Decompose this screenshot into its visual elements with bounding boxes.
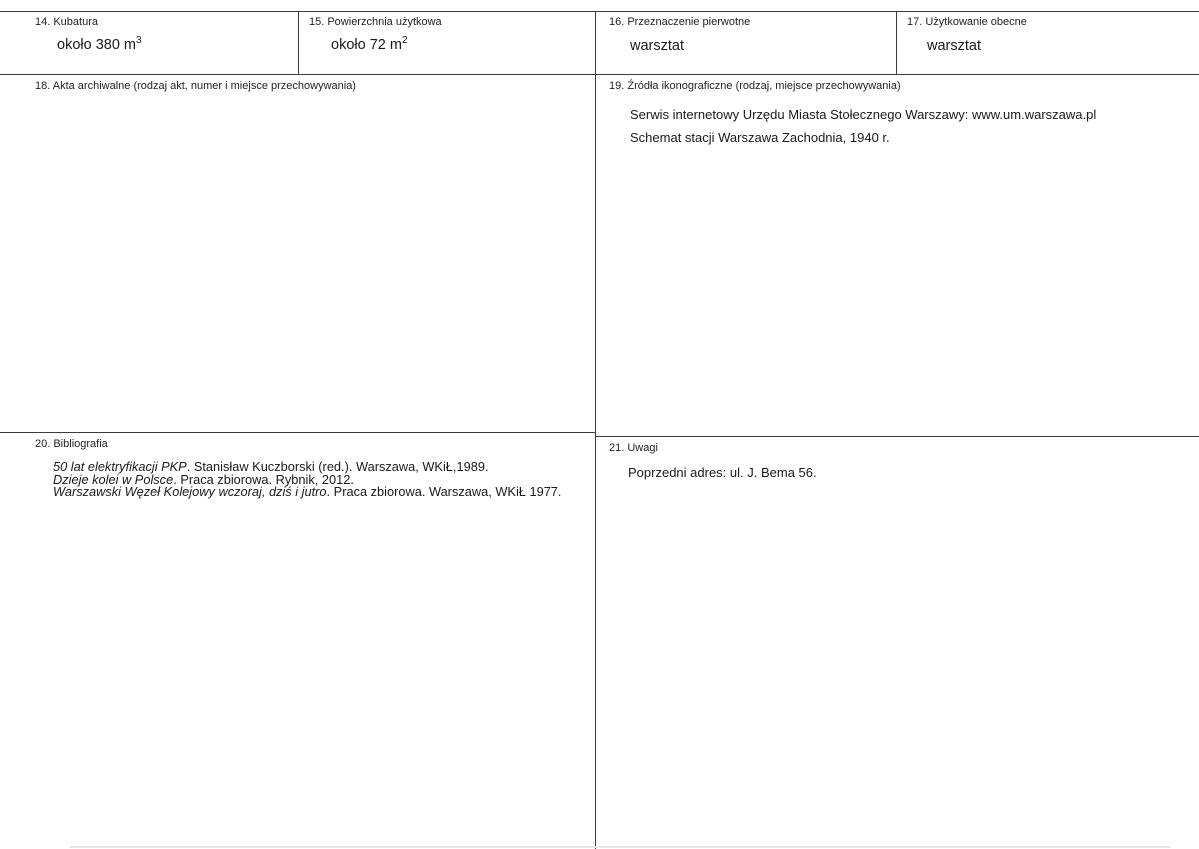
- uwagi-text: Poprzedni adres: ul. J. Bema 56.: [628, 465, 817, 480]
- row2-bottom-right-border: [595, 436, 1199, 437]
- kubatura-value-text: około 380 m: [57, 37, 136, 53]
- uwagi-label: 21. Uwagi: [609, 442, 658, 454]
- zrodla-label: 19. Źródła ikonograficzne (rodzaj, miejsce przechowywania): [609, 80, 901, 92]
- bibliografia-details: . Stanisław Kuczborski (red.). Warszawa, WKiŁ,1989.: [186, 459, 489, 474]
- powierzchnia-unit-exponent: 2: [401, 35, 408, 46]
- row1-bottom-border: [0, 74, 1199, 75]
- powierzchnia-value: [331, 37, 408, 54]
- powierzchnia-value-text: około 72 m: [331, 37, 402, 53]
- bibliografia-title: Warszawski Węzeł Kolejowy wczoraj, dziś i jutro: [53, 484, 327, 500]
- bibliografia-details: . Praca zbiorowa. Warszawa, WKiŁ 1977.: [326, 484, 562, 500]
- bibliografia-title: 50 lat elektryfikacji PKP: [53, 459, 187, 474]
- scan-shadow: [70, 846, 1170, 848]
- divider-16-17: [896, 11, 897, 74]
- bibliografia-list: [53, 461, 573, 499]
- bibliografia-entry: [53, 486, 573, 499]
- zrodla-line-2: Schemat stacji Warszawa Zachodnia, 1940 r.: [630, 130, 890, 145]
- uzytkowanie-value: warsztat: [927, 38, 981, 54]
- przeznaczenie-value: warsztat: [630, 38, 684, 54]
- akta-label: 18. Akta archiwalne (rodzaj akt, numer i miejsce przechowywania): [35, 80, 356, 92]
- kubatura-unit-exponent: 3: [136, 35, 142, 46]
- uzytkowanie-label: 17. Użytkowanie obecne: [907, 16, 1027, 28]
- divider-center: [595, 11, 596, 849]
- kubatura-label: 14. Kubatura: [35, 16, 98, 28]
- bibliografia-label: 20. Bibliografia: [35, 438, 108, 450]
- przeznaczenie-label: 16. Przeznaczenie pierwotne: [609, 16, 751, 28]
- kubatura-value: [57, 37, 142, 54]
- row2-bottom-left-border: [0, 432, 595, 433]
- bibliografia-title: Dzieje kolei w Polsce: [53, 471, 174, 487]
- divider-14-15: [298, 11, 299, 74]
- zrodla-line-1: Serwis internetowy Urzędu Miasta Stołecznego Warszawy: www.um.warszawa.pl: [630, 107, 1097, 122]
- top-border: [0, 11, 1199, 12]
- powierzchnia-label: 15. Powierzchnia użytkowa: [309, 16, 442, 28]
- bibliografia-details: . Praca zbiorowa. Rybnik, 2012.: [173, 471, 354, 487]
